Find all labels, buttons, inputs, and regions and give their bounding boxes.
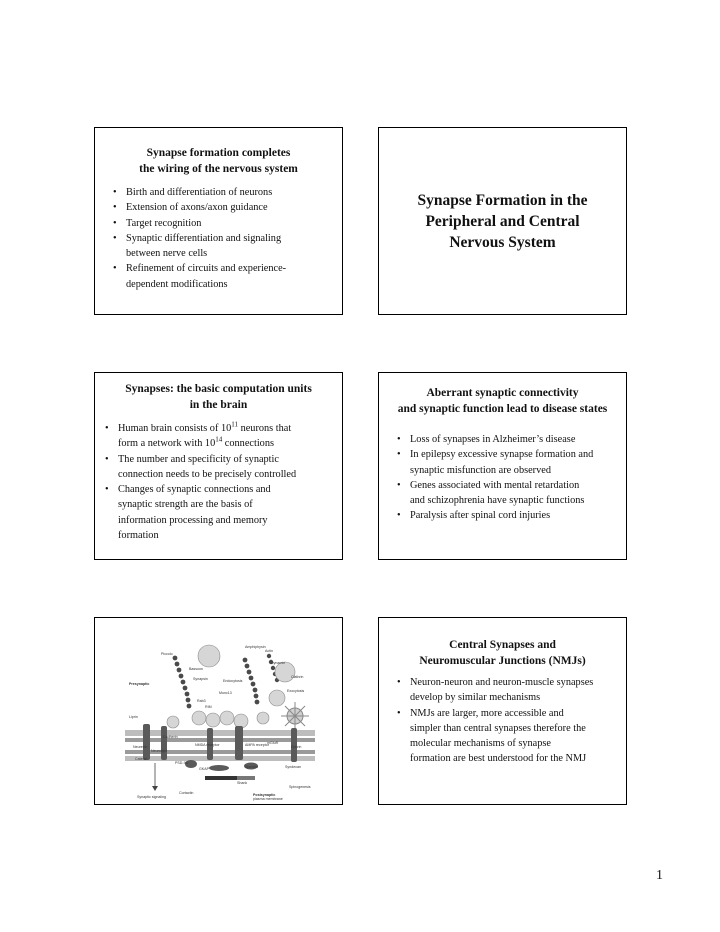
- synapse-diagram-icon: [95, 618, 342, 804]
- diagram-label: AMPA receptor: [245, 743, 269, 747]
- diagram-label: Piccolo: [161, 652, 173, 656]
- diagram-label: Rab3: [197, 699, 206, 703]
- diagram-label: Homer: [213, 777, 224, 781]
- title-line: Synapses: the basic computation units: [125, 383, 312, 395]
- slide-1-title: [95, 145, 342, 177]
- diagram-label: Synaptic signaling: [137, 795, 166, 799]
- diagram-label: Clathrin: [291, 675, 304, 679]
- diagram-label: NMDA receptor: [195, 743, 220, 747]
- diagram-label: Liprin: [129, 715, 138, 719]
- bullet-list: [393, 675, 624, 767]
- list-item: • Synaptic differentiation and signaling between nerve cells: [109, 231, 336, 262]
- bullet-list: [109, 185, 336, 292]
- slide-2: [378, 127, 627, 315]
- title-line: Nervous System: [449, 234, 556, 251]
- postsynaptic-label: Postsynaptic: [253, 793, 276, 797]
- slide-6: [378, 617, 627, 805]
- title-line: in the brain: [189, 399, 248, 411]
- title-line: Central Synapses and: [449, 639, 556, 651]
- diagram-label: Amphiphysin: [245, 645, 266, 649]
- diagram-label: Neuroligin: [151, 749, 168, 753]
- title-line: Synapse formation completes: [146, 147, 291, 159]
- diagram-label: Neurexin: [133, 745, 148, 749]
- diagram-label: Dynamin: [271, 661, 286, 665]
- list-item: • Extension of axons/axon guidance: [109, 200, 336, 215]
- title-line: Synapse Formation in the: [417, 192, 588, 209]
- diagram-label: Bassoon: [189, 667, 203, 671]
- slide-3: [94, 372, 343, 560]
- slide-4: [378, 372, 627, 560]
- diagram-label: Cortactin: [179, 791, 194, 795]
- diagram-label: mGluR: [267, 741, 279, 745]
- diagram-label: Ephrin: [291, 745, 302, 749]
- diagram-label: Spectrin: [245, 765, 259, 769]
- title-line: the wiring of the nervous system: [139, 163, 298, 175]
- list-item: • In epilepsy excessive synapse formation and synaptic misfunction are observed: [393, 447, 624, 478]
- diagram-label: Actin: [265, 649, 273, 653]
- diagram-label: Synapsin: [193, 677, 208, 681]
- bullet-list: [393, 432, 624, 524]
- slide-2-title: [379, 190, 626, 253]
- diagram-label: Endocytosis: [223, 679, 243, 683]
- diagram-label: Shank: [237, 781, 248, 785]
- slide-3-title: [95, 381, 342, 413]
- list-item: • Loss of synapses in Alzheimer’s disease: [393, 432, 624, 447]
- exocytosis-icon: [281, 702, 309, 730]
- diagram-label: GKAP: [199, 767, 209, 771]
- list-item: • The number and specificity of synaptic connection needs to be precisely controlled: [101, 452, 338, 483]
- list-item: • Changes of synaptic connections and synaptic strength are the basis of information processing and memory formation: [101, 482, 338, 543]
- list-item: • NMJs are larger, more accessible and simpler than central synapses therefore the molecular mechanisms of synapse formation are best understood for the NMJ: [393, 706, 624, 767]
- slide-1: [94, 127, 343, 315]
- diagram-label: Cadherin: [163, 735, 178, 739]
- diagram-label: Munc13: [219, 691, 232, 695]
- list-item: • Paralysis after spinal cord injuries: [393, 508, 624, 523]
- diagram-label: Exocytosis: [287, 689, 305, 693]
- diagram-label: Spinogenesis: [289, 785, 311, 789]
- presynaptic-label: Presynaptic: [129, 682, 150, 686]
- list-item: • Human brain consists of $10^{11}$ neurons that form a network with $10^{14}$ connections: [101, 421, 338, 452]
- diagram-label: Catenin: [135, 757, 148, 761]
- slide-6-title: [379, 637, 626, 669]
- list-item: • Genes associated with mental retardation and schizophrenia have synaptic functions: [393, 478, 624, 509]
- title-line: Peripheral and Central: [425, 213, 580, 230]
- slide-5: [94, 617, 343, 805]
- title-line: and synaptic function lead to disease states: [397, 403, 608, 415]
- list-item: • Refinement of circuits and experience- dependent modifications: [109, 261, 336, 292]
- slide-4-title: [369, 385, 636, 417]
- list-item: • Target recognition: [109, 216, 336, 231]
- bullet-list: [101, 421, 338, 543]
- postsynaptic-sub-label: plasma membrane: [253, 797, 283, 801]
- diagram-label: RIM: [205, 705, 212, 709]
- list-item: • Birth and differentiation of neurons: [109, 185, 336, 200]
- list-item: • Neuron-neuron and neuron-muscle synapses develop by similar mechanisms: [393, 675, 624, 706]
- page-number: 1: [656, 868, 663, 883]
- diagram-label: Syndecan: [285, 765, 301, 769]
- title-line: Aberrant synaptic connectivity: [426, 387, 579, 399]
- presynaptic-membrane: [125, 730, 315, 742]
- diagram-label: PSD-95: [175, 761, 188, 765]
- title-line: Neuromuscular Junctions (NMJs): [419, 655, 586, 667]
